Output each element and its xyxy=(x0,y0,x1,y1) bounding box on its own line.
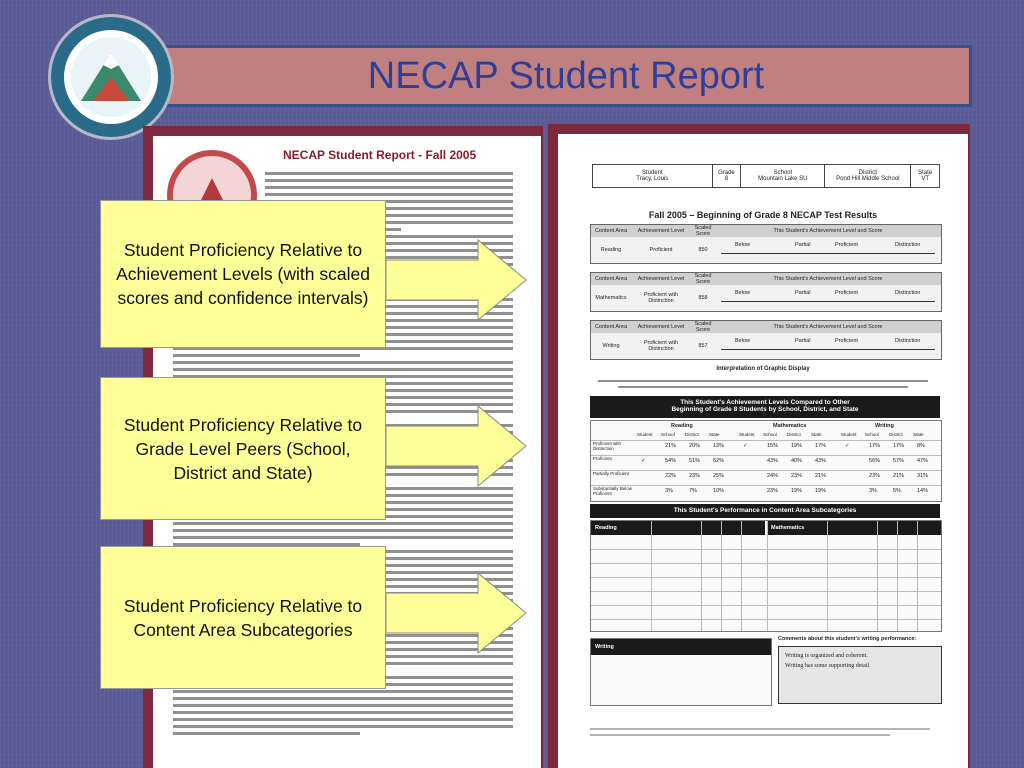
body-text-line xyxy=(173,718,513,721)
score-value: 857 xyxy=(698,343,708,349)
info-label: School xyxy=(773,170,792,176)
score-header-cell: Achievement Level xyxy=(637,276,685,282)
comparison-col-header: Student xyxy=(739,432,755,437)
writing-comment: Writing has some supporting detail. xyxy=(785,663,871,669)
body-text-line xyxy=(173,354,360,357)
info-label: Grade xyxy=(718,170,735,176)
comparison-row-label: Proficient xyxy=(593,456,612,461)
comparison-title-line-2: Beginning of Grade 8 Students by School, District, and State xyxy=(671,406,859,413)
slide-title-box xyxy=(160,45,972,107)
comparison-col-header: State xyxy=(913,432,924,437)
right-report-page xyxy=(558,134,968,768)
scale-label: Below xyxy=(735,338,750,344)
comparison-cell: 23% xyxy=(689,473,701,479)
score-area: Mathematics xyxy=(595,295,627,301)
comparison-col-header: Student xyxy=(637,432,653,437)
comparison-cell: ✓ xyxy=(845,443,850,449)
score-level: Proficient xyxy=(649,247,673,253)
writing-subcategory-grid xyxy=(590,638,772,706)
table-rule xyxy=(767,521,768,631)
table-rule xyxy=(701,521,702,631)
comparison-cell: 8% xyxy=(917,443,925,449)
body-text-line xyxy=(173,704,513,707)
comparison-cell: 31% xyxy=(917,473,929,479)
comparison-cell: 25% xyxy=(713,473,725,479)
table-rule xyxy=(591,577,941,578)
comparison-cell: 57% xyxy=(893,458,905,464)
score-block xyxy=(590,320,942,360)
logo-mountain-icon xyxy=(51,17,171,137)
footnote-line xyxy=(590,734,890,736)
comparison-cell: 10% xyxy=(713,488,725,494)
score-scale xyxy=(715,285,941,311)
arrow-right-icon xyxy=(386,238,528,322)
table-rule xyxy=(877,521,878,631)
comparison-cell: 51% xyxy=(689,458,701,464)
info-value: Mountain Lake SU xyxy=(758,176,808,182)
score-header-cell: Achievement Level xyxy=(637,228,685,234)
scale-label: Partial xyxy=(795,338,811,344)
writing-comment: Writing is organized and coherent. xyxy=(785,653,868,659)
table-rule xyxy=(591,549,941,550)
comparison-cell: 7% xyxy=(689,488,697,494)
comparison-cell: 22% xyxy=(665,473,677,479)
comparison-subject: Writing xyxy=(875,423,894,429)
comparison-title-line-1: This Student's Achievement Levels Compared to Other xyxy=(680,399,850,406)
callout-content-subcategories: Student Proficiency Relative to Content Area Subcategories xyxy=(100,546,386,689)
comparison-col-header: State xyxy=(709,432,720,437)
comparison-col-header: School xyxy=(661,432,675,437)
score-header-cell: Content Area xyxy=(594,228,628,234)
comparison-cell: 24% xyxy=(767,473,779,479)
info-label: District xyxy=(858,170,877,176)
body-text-line xyxy=(173,690,513,693)
comparison-cell: 17% xyxy=(815,443,827,449)
table-rule xyxy=(917,521,918,631)
writing-comments-box xyxy=(778,646,942,704)
body-text-line xyxy=(173,711,513,714)
info-value: VT xyxy=(921,176,929,182)
comparison-cell: 3% xyxy=(665,488,673,494)
comparison-cell: 23% xyxy=(869,473,881,479)
score-scale xyxy=(715,333,941,359)
score-header-cell: Scaled Score xyxy=(694,225,712,237)
body-text-line xyxy=(265,172,513,175)
info-label: State xyxy=(918,170,933,176)
score-value: 858 xyxy=(698,295,708,301)
score-block xyxy=(590,224,942,264)
score-area: Reading xyxy=(600,247,622,253)
body-text-line xyxy=(173,732,360,735)
comparison-subject: Mathematics xyxy=(773,423,807,429)
comparison-cell: 21% xyxy=(665,443,677,449)
comparison-cell: 43% xyxy=(815,458,827,464)
comparison-cell: 17% xyxy=(893,443,905,449)
table-rule xyxy=(651,521,652,631)
score-level: Proficient with Distinction xyxy=(643,340,679,352)
score-block xyxy=(590,272,942,312)
body-text-line xyxy=(265,179,513,182)
score-header-cell: Achievement Level xyxy=(637,324,685,330)
interpretation-heading: Interpretation of Graphic Display xyxy=(716,366,810,372)
info-value: Tracy, Louis xyxy=(636,176,669,182)
comparison-cell: 43% xyxy=(767,458,779,464)
comparison-cell: 19% xyxy=(791,488,803,494)
subcategory-grid xyxy=(590,520,942,632)
comparison-table xyxy=(590,420,942,502)
body-text-line xyxy=(173,529,513,532)
scale-label: Partial xyxy=(795,242,811,248)
comparison-row-label: Substantially Below Proficient xyxy=(593,486,633,496)
comparison-cell: 17% xyxy=(869,443,881,449)
score-scale xyxy=(715,237,941,263)
score-header-cell: This Student's Achievement Level and Score xyxy=(773,276,883,282)
callout-achievement-levels: Student Proficiency Relative to Achievement Levels (with scaled scores and confidence intervals) xyxy=(100,200,386,348)
table-rule xyxy=(827,521,828,631)
comparison-cell: ✓ xyxy=(641,458,646,464)
body-text-line xyxy=(173,697,513,700)
info-value: 8 xyxy=(724,176,729,182)
comparison-cell: 15% xyxy=(767,443,779,449)
student-info-table xyxy=(592,164,940,188)
scale-label: Distinction xyxy=(895,290,921,296)
comparison-cell: 23% xyxy=(791,473,803,479)
body-text-line xyxy=(265,186,513,189)
comparison-col-header: District xyxy=(889,432,903,437)
subcat-reading-label: Reading xyxy=(595,525,617,531)
results-title: Fall 2005 – Beginning of Grade 8 NECAP Test Results xyxy=(648,210,878,220)
score-level: Proficient with Distinction xyxy=(643,292,679,304)
callout-grade-level-peers: Student Proficiency Relative to Grade Level Peers (School, District and State) xyxy=(100,377,386,520)
table-rule xyxy=(721,521,722,631)
necap-logo xyxy=(48,14,174,140)
info-value: Pond Hill Middle School xyxy=(836,176,900,182)
body-text-line xyxy=(173,361,513,364)
body-text-line xyxy=(265,193,513,196)
score-header-cell: Scaled Score xyxy=(694,273,712,285)
table-rule xyxy=(741,521,742,631)
table-rule xyxy=(591,470,941,471)
comparison-col-header: School xyxy=(865,432,879,437)
info-label: Student xyxy=(641,170,663,176)
body-text-line xyxy=(173,522,513,525)
interpretation-text-line xyxy=(598,380,928,382)
score-header-cell: This Student's Achievement Level and Score xyxy=(773,228,883,234)
scale-label: Partial xyxy=(795,290,811,296)
table-rule xyxy=(591,591,941,592)
table-rule xyxy=(591,455,941,456)
comparison-subject: Reading xyxy=(671,423,693,429)
scale-label: Proficient xyxy=(835,242,858,248)
subcat-math-label: Mathematics xyxy=(771,525,805,531)
arrow-right-icon xyxy=(386,404,528,488)
table-rule xyxy=(591,485,941,486)
comparison-cell: 40% xyxy=(791,458,803,464)
body-text-line xyxy=(173,368,513,371)
scale-label: Proficient xyxy=(835,290,858,296)
footnote-line xyxy=(590,728,930,730)
comparison-cell: ✓ xyxy=(743,443,748,449)
table-rule xyxy=(591,440,941,441)
comparison-cell: 56% xyxy=(869,458,881,464)
comparison-col-header: State xyxy=(811,432,822,437)
slide-title: NECAP Student Report xyxy=(367,54,765,97)
interpretation-text-line xyxy=(618,386,908,388)
table-rule xyxy=(591,619,941,620)
score-header-cell: Content Area xyxy=(594,324,628,330)
writing-subcat-label: Writing xyxy=(595,644,614,650)
comparison-cell: 3% xyxy=(869,488,877,494)
comparison-cell: 23% xyxy=(767,488,779,494)
table-rule xyxy=(897,521,898,631)
scale-label: Distinction xyxy=(895,338,921,344)
comparison-row-label: Proficient with Distinction xyxy=(593,441,622,451)
table-rule xyxy=(591,563,941,564)
body-text-line xyxy=(173,536,513,539)
comparison-cell: 20% xyxy=(689,443,701,449)
score-header-cell: Scaled Score xyxy=(694,321,712,333)
comparison-cell: 47% xyxy=(917,458,929,464)
writing-comments-title: Comments about this student's writing performance: xyxy=(778,636,917,642)
scale-label: Distinction xyxy=(895,242,921,248)
left-doc-header: NECAP Student Report - Fall 2005 xyxy=(283,148,477,162)
comparison-col-header: Student xyxy=(841,432,857,437)
score-area: Writing xyxy=(602,343,620,349)
comparison-title-bar xyxy=(590,396,940,418)
comparison-cell: 5% xyxy=(893,488,901,494)
scale-label: Below xyxy=(735,242,750,248)
comparison-col-header: District xyxy=(787,432,801,437)
score-header-cell: Content Area xyxy=(594,276,628,282)
comparison-cell: 19% xyxy=(815,488,827,494)
comparison-cell: 21% xyxy=(815,473,827,479)
comparison-cell: 13% xyxy=(713,443,725,449)
comparison-col-header: School xyxy=(763,432,777,437)
comparison-row-label: Partially Proficient xyxy=(593,471,630,476)
body-text-line xyxy=(173,725,513,728)
comparison-cell: 14% xyxy=(917,488,929,494)
comparison-cell: 19% xyxy=(791,443,803,449)
score-header-cell: This Student's Achievement Level and Score xyxy=(773,324,883,330)
scale-label: Below xyxy=(735,290,750,296)
arrow-right-icon xyxy=(386,571,528,655)
subcategory-title-bar: This Student's Performance in Content Area Subcategories xyxy=(590,504,940,518)
scale-label: Proficient xyxy=(835,338,858,344)
comparison-col-header: District xyxy=(685,432,699,437)
comparison-cell: 52% xyxy=(713,458,725,464)
score-value: 850 xyxy=(698,247,708,253)
comparison-cell: 21% xyxy=(893,473,905,479)
table-rule xyxy=(591,605,941,606)
comparison-cell: 54% xyxy=(665,458,677,464)
